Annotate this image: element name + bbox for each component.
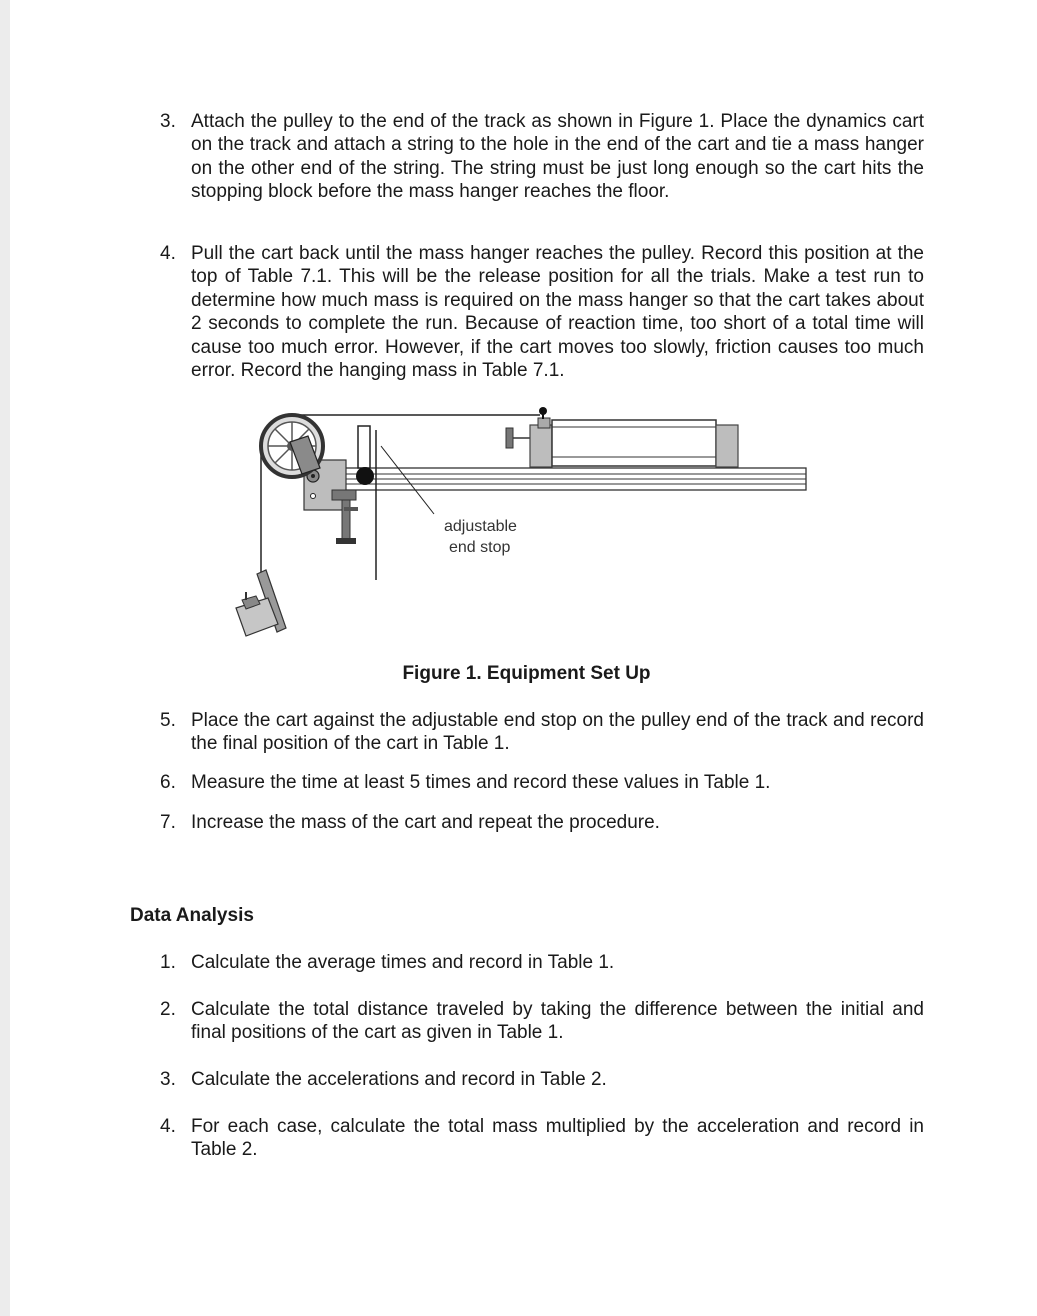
equipment-setup-figure [10,0,1037,650]
step-text: Increase the mass of the cart and repeat the procedure. [191,812,660,833]
procedure-step-5 [160,709,924,756]
step-text: Calculate the accelerations and record in Table 2. [191,1069,607,1090]
analysis-step-1 [160,951,924,974]
data-analysis-heading: Data Analysis [130,905,254,926]
pulley-wheel [261,415,323,477]
document-page [10,0,1037,1316]
analysis-step-2 [160,998,924,1045]
step-number: 3. [160,111,176,132]
procedure-step-6 [160,771,924,794]
step-number: 7. [160,812,176,833]
step-text: Measure the time at least 5 times and record these values in Table 1. [191,772,771,793]
step-text: Calculate the total distance traveled by taking the difference between the initial and final positions of the cart as given in Table 1. [191,999,924,1044]
step-number: 2. [160,999,176,1020]
step-number: 3. [160,1069,176,1090]
step-number: 4. [160,243,176,264]
step-number: 4. [160,1116,176,1137]
analysis-step-4 [160,1115,924,1162]
step-text: Attach the pulley to the end of the track as shown in Figure 1. Place the dynamics cart on the track and attach a string to the hole in the end of the cart and tie a mass hanger on the other end of the string. The string must be just long enough so the cart hits the stopping block before the mass hanger reaches the floor. [191,111,924,203]
dynamics-cart [506,407,738,467]
step-text: Place the cart against the adjustable end stop on the pulley end of the track and record the final position of the cart in Table 1. [191,710,924,755]
track [340,468,806,490]
step-text: For each case, calculate the total mass multiplied by the acceleration and record in Table 2. [191,1116,924,1161]
step-text: Pull the cart back until the mass hanger reaches the pulley. Record this position at the top of Table 7.1. This will be the release position for all the trials. Make a test run to determine how much mass is required on the mass hanger so that the cart takes about 2 seconds to complete the run. Because of reaction time, too short of a total time will cause too much error. However, if the cart moves too slowly, friction causes too much error. Record the hanging mass in Table 7.1. [191,243,924,382]
mass-hanger [236,570,286,636]
adjustable-end-stop [356,426,376,580]
step-number: 5. [160,710,176,731]
step-number: 6. [160,772,176,793]
procedure-step-7 [160,811,924,834]
step-text: Calculate the average times and record in Table 1. [191,952,615,973]
figure-caption: Figure 1. Equipment Set Up [402,663,651,684]
end-stop-label-line2: end stop [449,539,511,556]
end-stop-label-line1: adjustable [444,518,517,535]
analysis-step-3 [160,1068,924,1091]
step-number: 1. [160,952,176,973]
